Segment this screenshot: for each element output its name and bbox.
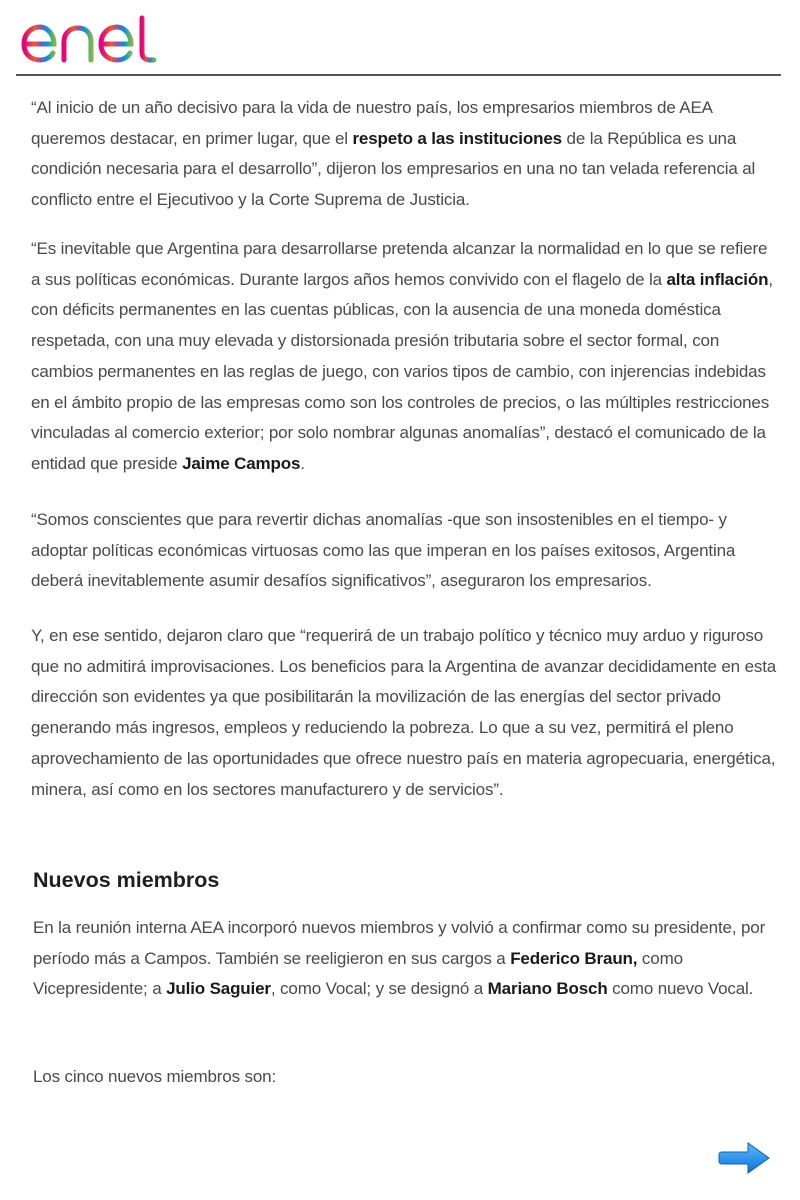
article-paragraph-5 — [33, 913, 773, 1005]
bold-name: Federico Braun, — [510, 948, 638, 968]
bold-name: Julio Saguier — [166, 979, 271, 999]
section-heading: Nuevos miembros — [33, 868, 220, 892]
paragraph-text: , con déficits permanentes en las cuentas públicas, con la ausencia de una moneda doméstica respetada, con una muy elevada y distorsionada presión tributaria sobre el sector formal, con cambios permanentes en las reglas de juego, con varios tipos de cambio, con injerencias indebidas en el ámbito propio de las empresas como son los controles de precios, o las múltiples restricciones vinculadas al comercio exterior; por solo nombrar algunas anomalías”, destacó el comunicado de la entidad que preside — [31, 269, 773, 473]
enel-logo-icon — [18, 14, 174, 66]
article-paragraph-6: Los cinco nuevos miembros son: — [33, 1067, 277, 1086]
bold-name: Mariano Bosch — [487, 979, 608, 999]
article-paragraph-4: Y, en ese sentido, dejaron claro que “requerirá de un trabajo político y técnico muy arduo y riguroso que no admitirá improvisaciones. Los beneficios para la Argentina de avanzar decididamente en esta dirección son evidentes ya que posibilitarán la movilización de las energías del sector privado generando más ingresos, empleos y reduciendo la pobreza. Lo que a su vez, permitirá el pleno aprovechamiento de las oportunidades que ofrece nuestro país en materia agropecuaria, energética, minera, así como en los sectores manufacturero y de servicios”. — [31, 626, 777, 799]
paragraph-text: , como Vocal; y se designó a — [270, 979, 488, 999]
bold-name: Jaime Campos — [182, 453, 301, 473]
paragraph-text: “Es inevitable que Argentina para desarrollarse pretenda alcanzar la normalidad en lo que se refiere a sus políticas económicas. Durante largos años hemos convivido con el flagelo de la — [31, 239, 768, 289]
paragraph-text: como Vicepresidente; a — [33, 948, 683, 999]
arrow-right-icon — [718, 1140, 772, 1176]
enel-logo[interactable] — [18, 14, 174, 66]
paragraph-text: como nuevo Vocal. — [607, 979, 754, 999]
site-header — [16, 0, 781, 76]
paragraph-text: de la República es una condición necesaria para el desarrollo”, dijeron los empresarios en una no tan velada referencia al conflicto entre el Ejecutivoo y la Corte Suprema de Justicia. — [31, 128, 756, 210]
paragraph-text: “Al inicio de un año decisivo para la vida de nuestro país, los empresarios miembros de AEA queremos destacar, en primer lugar, que el — [31, 98, 712, 148]
article-paragraph-1 — [31, 93, 779, 216]
paragraph-text: . — [300, 453, 305, 473]
paragraph-text: En la reunión interna AEA incorporó nuevos miembros y volvió a confirmar como su presidente, por período más a Campos. También se reeligieron en sus cargos a — [33, 918, 766, 968]
bold-phrase: alta inflación — [666, 269, 769, 289]
bold-phrase: respeto a las instituciones — [352, 128, 562, 148]
article-paragraph-2 — [31, 234, 779, 480]
next-page-button[interactable] — [718, 1140, 772, 1176]
article-paragraph-3: “Somos conscientes que para revertir dichas anomalías -que son insostenibles en el tiempo- y adoptar políticas económicas virtuosas como las que imperan en los países exitosos, Argentina deberá inevitablemente asumir desafíos significativos”, aseguraron los empresarios. — [31, 510, 736, 591]
